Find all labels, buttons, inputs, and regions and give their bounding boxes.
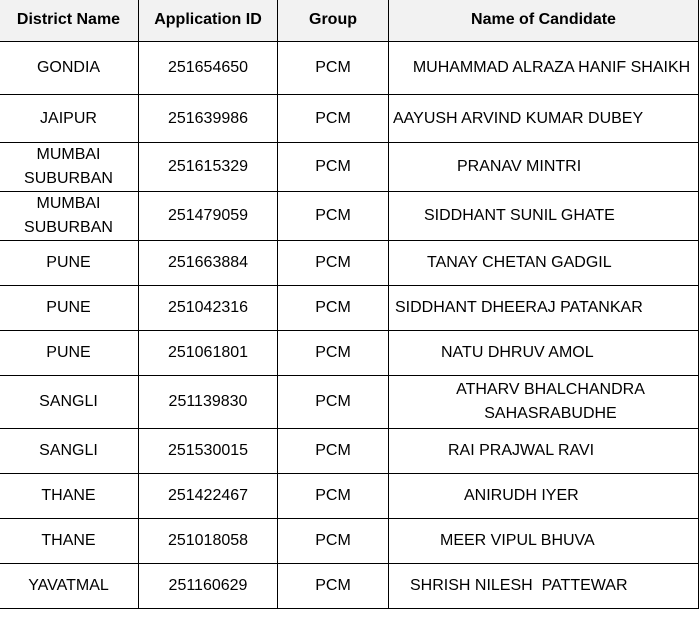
candidate-name-cell: SIDDHANT SUNIL GHATE xyxy=(389,192,699,241)
table-row xyxy=(0,192,699,241)
table-row xyxy=(0,241,699,286)
candidate-name-cell: PRANAV MINTRI xyxy=(389,143,699,192)
district-cell: THANE xyxy=(0,519,139,564)
candidate-name-cell: SHRISH NILESH PATTEWAR xyxy=(389,564,699,609)
candidate-name-cell: MUHAMMAD ALRAZA HANIF SHAIKH xyxy=(389,42,699,95)
group-cell: PCM xyxy=(278,42,389,95)
table-row xyxy=(0,564,699,609)
group-cell: PCM xyxy=(278,143,389,192)
application-id-cell: 251615329 xyxy=(139,143,278,192)
group-cell: PCM xyxy=(278,564,389,609)
district-cell: SANGLI xyxy=(0,376,139,429)
application-id-cell: 251639986 xyxy=(139,95,278,143)
candidate-name-cell: NATU DHRUV AMOL xyxy=(389,331,699,376)
table-row xyxy=(0,429,699,474)
group-cell: PCM xyxy=(278,429,389,474)
candidate-name-cell: ATHARV BHALCHANDRA SAHASRABUDHE xyxy=(389,376,699,429)
table-row xyxy=(0,42,699,95)
district-cell: MUMBAI SUBURBAN xyxy=(0,143,139,192)
application-id-cell: 251654650 xyxy=(139,42,278,95)
candidate-name-cell: SIDDHANT DHEERAJ PATANKAR xyxy=(389,286,699,331)
table-row xyxy=(0,376,699,429)
group-cell: PCM xyxy=(278,376,389,429)
table-row xyxy=(0,95,699,143)
table-row xyxy=(0,143,699,192)
table-row xyxy=(0,474,699,519)
application-id-cell: 251160629 xyxy=(139,564,278,609)
application-id-cell: 251018058 xyxy=(139,519,278,564)
header-group: Group xyxy=(278,0,389,42)
group-cell: PCM xyxy=(278,241,389,286)
district-cell: GONDIA xyxy=(0,42,139,95)
header-district-name: District Name xyxy=(0,0,139,42)
district-cell: PUNE xyxy=(0,331,139,376)
district-cell: PUNE xyxy=(0,241,139,286)
table-row xyxy=(0,519,699,564)
application-id-cell: 251042316 xyxy=(139,286,278,331)
group-cell: PCM xyxy=(278,95,389,143)
group-cell: PCM xyxy=(278,286,389,331)
header-application-id: Application ID xyxy=(139,0,278,42)
group-cell: PCM xyxy=(278,519,389,564)
candidate-name-cell: RAI PRAJWAL RAVI xyxy=(389,429,699,474)
header-row xyxy=(0,0,699,42)
header-name-of-candidate: Name of Candidate xyxy=(389,0,699,42)
table-row xyxy=(0,331,699,376)
group-cell: PCM xyxy=(278,474,389,519)
application-id-cell: 251479059 xyxy=(139,192,278,241)
district-cell: THANE xyxy=(0,474,139,519)
application-id-cell: 251663884 xyxy=(139,241,278,286)
candidate-name-cell: MEER VIPUL BHUVA xyxy=(389,519,699,564)
district-cell: JAIPUR xyxy=(0,95,139,143)
candidate-name-cell: TANAY CHETAN GADGIL xyxy=(389,241,699,286)
application-id-cell: 251139830 xyxy=(139,376,278,429)
application-id-cell: 251530015 xyxy=(139,429,278,474)
group-cell: PCM xyxy=(278,192,389,241)
district-cell: YAVATMAL xyxy=(0,564,139,609)
candidate-name-cell: ANIRUDH IYER xyxy=(389,474,699,519)
application-id-cell: 251061801 xyxy=(139,331,278,376)
application-id-cell: 251422467 xyxy=(139,474,278,519)
district-cell: PUNE xyxy=(0,286,139,331)
table-row xyxy=(0,286,699,331)
district-cell: MUMBAI SUBURBAN xyxy=(0,192,139,241)
candidate-name-cell: AAYUSH ARVIND KUMAR DUBEY xyxy=(389,95,699,143)
district-cell: SANGLI xyxy=(0,429,139,474)
group-cell: PCM xyxy=(278,331,389,376)
